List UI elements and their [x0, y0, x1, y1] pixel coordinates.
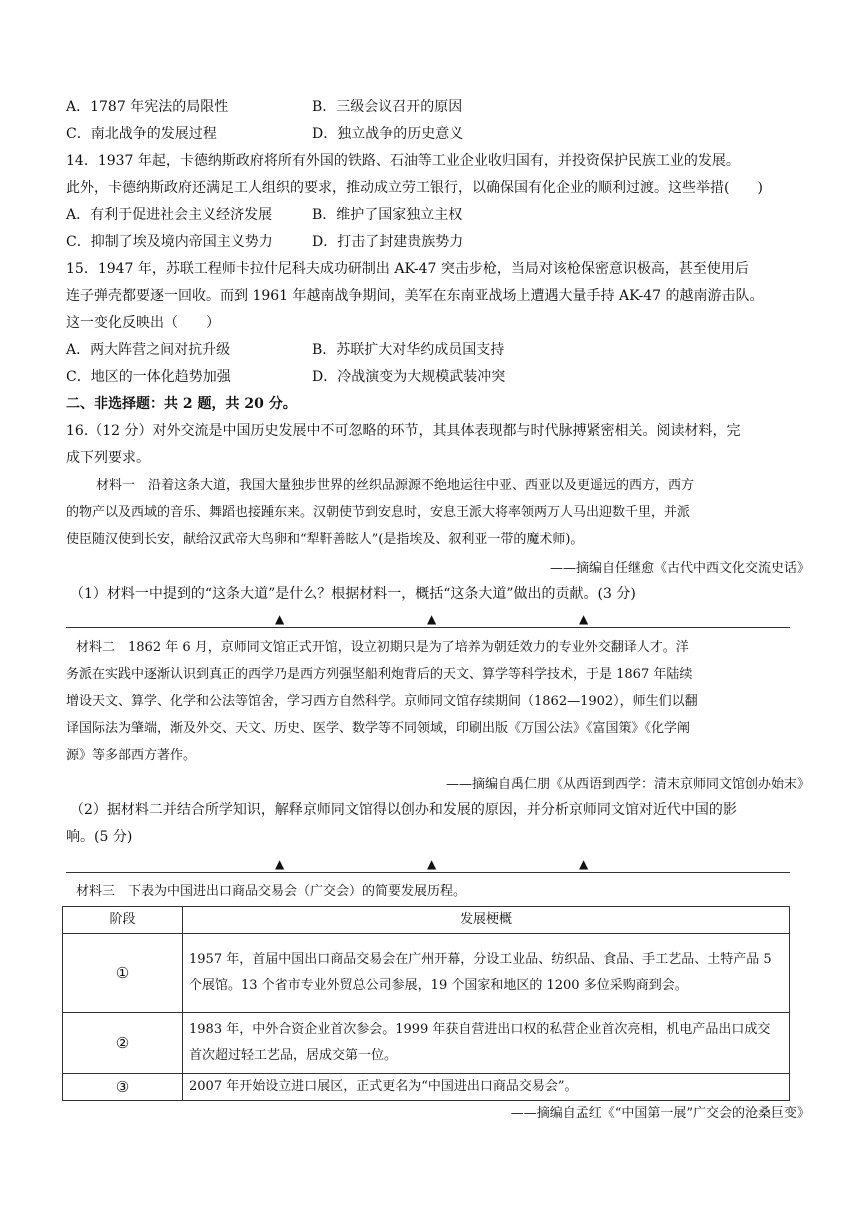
material2-source: ——摘编自禹仁朋《从西语到西学：清末京师同文馆创办始末》	[445, 777, 810, 792]
material1-line2: 的物产以及西域的音乐、舞蹈也接踵东来。汉朝使节到安息时，安息王派大将率领两万人马出迎数千里，并派	[66, 505, 691, 520]
q15-option-b: B．苏联扩大对华约成员国支持	[312, 342, 505, 358]
q15-option-c: C．地区的一体化趋势加强	[66, 369, 231, 385]
q14-option-a: A．有利于促进社会主义经济发展	[66, 207, 273, 223]
answer-triangle-marker: ▲	[275, 612, 285, 626]
table-header-stage: 阶段	[63, 907, 183, 934]
q15-option-d: D．冷战演变为大规模武装冲突	[312, 369, 506, 385]
section-heading: 二、非选择题：共 2 题，共 20 分。	[66, 396, 297, 412]
q13-option-a: A．1787 年宪法的局限性	[66, 99, 229, 115]
q14-stem-line1: 14．1937 年起，卡德纳斯政府将所有外国的铁路、石油等工业企业收归国有，并投资保护民族工业的发展。	[66, 153, 740, 169]
table-row	[63, 934, 790, 1013]
table-row	[63, 1013, 790, 1074]
q13-option-c: C．南北战争的发展过程	[66, 126, 217, 142]
q16-subquestion-2-line2: 响。(5 分)	[66, 829, 133, 845]
table-cell-text: 1983 年，中外合资企业首次参会。1999 年获自营进出口权的私营企业首次亮相，机电产品出口成交首次超过轻工艺品，居成交第一位。	[183, 1013, 790, 1074]
material2-line2: 务派在实践中逐渐认识到真正的西学乃是西方列强坚船利炮背后的天文、算学等科学技术，于是 1867 年陆续	[66, 667, 693, 682]
material1-source: ——摘编自任继愈《古代中西文化交流史话》	[549, 561, 810, 576]
material3-source: ——摘编自孟红《“中国第一展”广交会的沧桑巨变》	[510, 1106, 810, 1121]
material2-line4: 译国际法为肇端，渐及外交、天文、历史、医学、数学等不同领域，印刷出版《万国公法》《富国策》《化学阐	[66, 721, 691, 736]
q16-subquestion-1: （1）材料一中提到的“这条大道”是什么？根据材料一，概括“这条大道”做出的贡献。(3 分)	[70, 586, 636, 602]
q14-stem-line2: 此外，卡德纳斯政府还满足工人组织的要求，推动成立劳工银行，以确保国有化企业的顺利过渡。这些举措( )	[66, 180, 763, 196]
material2-line5: 源》等多部西方著作。	[66, 748, 197, 763]
table-cell-stage: ①	[63, 934, 183, 1013]
answer-triangle-marker: ▲	[427, 857, 437, 871]
answer-line-2[interactable]	[66, 872, 790, 873]
material2-line1: 材料二 1862 年 6 月，京师同文馆正式开馆，设立初期只是为了培养为朝廷效力的专业外交翻译人才。洋	[76, 640, 689, 655]
q14-option-d: D．打击了封建贵族势力	[312, 234, 464, 250]
q16-subquestion-2-line1: （2）据材料二并结合所学知识，解释京师同文馆得以创办和发展的原因，并分析京师同文馆对近代中国的影	[70, 802, 737, 818]
table-row	[63, 1074, 790, 1101]
table-cell-stage: ③	[63, 1074, 183, 1101]
q14-option-c: C．抑制了埃及境内帝国主义势力	[66, 234, 273, 250]
material1-line3: 使臣随汉使到长安，献给汉武帝大鸟卵和“犁靬善眩人”(是指埃及、叙利亚一带的魔术师)。	[66, 532, 584, 547]
q13-option-d: D．独立战争的历史意义	[312, 126, 464, 142]
fair-history-table	[62, 906, 790, 1101]
q13-option-b: B．三级会议召开的原因	[312, 99, 463, 115]
q16-stem-line1: 16.（12 分）对外交流是中国历史发展中不可忽略的环节，其具体表现都与时代脉搏紧密相关。阅读材料，完	[66, 423, 741, 439]
table-cell-text: 1957 年，首届中国出口商品交易会在广州开幕，分设工业品、纺织品、食品、手工艺品、土特产品 5 个展馆。13 个省市专业外贸总公司参展，19 个国家和地区的 1200 多位采购商到会。	[183, 934, 790, 1013]
q14-option-b: B．维护了国家独立主权	[312, 207, 463, 223]
q15-stem-line3: 这一变化反映出（ ）	[66, 315, 220, 331]
q15-stem-line1: 15．1947 年，苏联工程师卡拉什尼科夫成功研制出 AK-47 突击步枪，当局对该枪保密意识极高，甚至使用后	[66, 261, 749, 277]
answer-triangle-marker: ▲	[579, 612, 589, 626]
answer-triangle-marker: ▲	[579, 857, 589, 871]
table-cell-stage: ②	[63, 1013, 183, 1074]
q15-stem-line2: 连子弹壳都要逐一回收。而到 1961 年越南战争期间，美军在东南亚战场上遭遇大量手持 AK-47 的越南游击队。	[66, 288, 764, 304]
material3-intro: 材料三 下表为中国进出口商品交易会（广交会）的简要发展历程。	[76, 884, 467, 899]
q16-stem-line2: 成下列要求。	[66, 450, 150, 466]
material2-line3: 增设天文、算学、化学和公法等馆舍，学习西方自然科学。京师同文馆存续期间（1862—1902），师生们以翻	[66, 694, 698, 709]
table-cell-text: 2007 年开始设立进口展区，正式更名为“中国进出口商品交易会”。	[183, 1074, 790, 1101]
table-header-summary: 发展梗概	[183, 907, 790, 934]
answer-triangle-marker: ▲	[275, 857, 285, 871]
answer-triangle-marker: ▲	[427, 612, 437, 626]
material1-line1: 材料一 沿着这条大道，我国大量独步世界的丝织品源源不绝地运往中亚、西亚以及更遥远的西方，西方	[96, 478, 695, 493]
answer-line-1[interactable]	[66, 627, 790, 628]
q15-option-a: A．两大阵营之间对抗升级	[66, 342, 231, 358]
table-header-row	[63, 907, 790, 934]
